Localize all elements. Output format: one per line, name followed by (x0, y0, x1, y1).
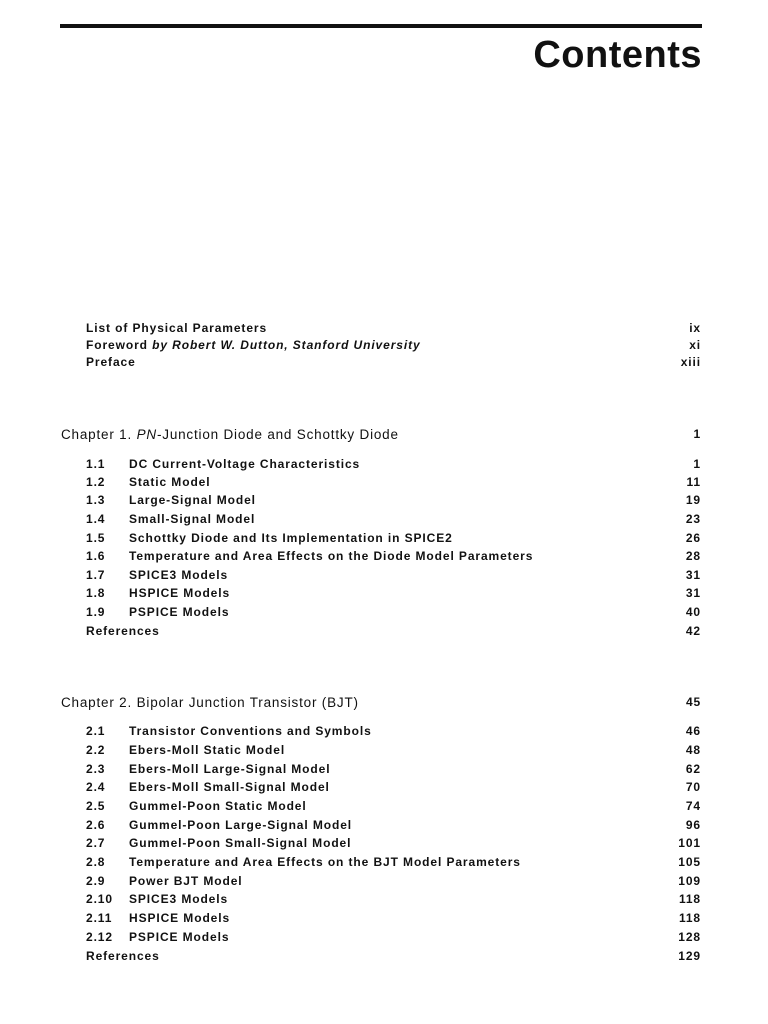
section-title: HSPICE Models (129, 911, 231, 925)
section-page: 70 (685, 780, 701, 794)
references-page: 42 (685, 624, 701, 638)
entry-title: Preface (86, 355, 136, 369)
section-page: 11 (686, 475, 701, 489)
section-page: 128 (678, 930, 701, 944)
toc-section[interactable] (0, 724, 768, 742)
section-page: 118 (678, 892, 701, 906)
section-page: 62 (685, 762, 701, 776)
toc-section[interactable] (0, 855, 768, 873)
section-number: 2.9 (86, 874, 106, 888)
toc-section[interactable] (0, 743, 768, 761)
section-number: 2.11 (86, 911, 113, 925)
section-page: 109 (678, 874, 701, 888)
toc-section[interactable] (0, 568, 768, 586)
toc-section[interactable] (0, 475, 768, 493)
entry-title: List of Physical Parameters (86, 321, 268, 335)
section-title: Temperature and Area Effects on the Diode Model Parameters (129, 549, 534, 563)
section-number: 2.12 (86, 930, 113, 944)
section-number: 1.8 (86, 586, 106, 600)
section-page: 118 (678, 911, 701, 925)
section-number: 2.8 (86, 855, 106, 869)
toc-front-entry[interactable] (0, 321, 768, 339)
chapter-title: Chapter 1. PN-Junction Diode and Schottky Diode (61, 427, 399, 442)
toc-front-entry[interactable] (0, 355, 768, 373)
section-number: 1.9 (86, 605, 106, 619)
section-page: 31 (685, 568, 701, 582)
section-number: 2.7 (86, 836, 106, 850)
section-page: 46 (685, 724, 701, 738)
section-number: 1.6 (86, 549, 106, 563)
toc-references[interactable] (0, 949, 768, 967)
section-number: 2.1 (86, 724, 106, 738)
toc-section[interactable] (0, 549, 768, 567)
entry-page: ix (689, 321, 701, 335)
entry-byline: by Robert W. Dutton, Stanford University (152, 338, 421, 352)
toc-chapter-heading[interactable] (0, 427, 768, 445)
toc-section[interactable] (0, 457, 768, 475)
section-page: 74 (685, 799, 701, 813)
section-title: Static Model (129, 475, 211, 489)
section-number: 2.3 (86, 762, 106, 776)
chapter-title: Chapter 2. Bipolar Junction Transistor (BJT) (61, 695, 359, 710)
references-title: References (86, 949, 160, 963)
toc-chapter-heading[interactable] (0, 695, 768, 713)
toc-section[interactable] (0, 799, 768, 817)
section-title: DC Current-Voltage Characteristics (129, 457, 361, 471)
section-title: Gummel-Poon Small-Signal Model (129, 836, 352, 850)
section-number: 1.1 (86, 457, 106, 471)
section-title: Transistor Conventions and Symbols (129, 724, 372, 738)
toc-section[interactable] (0, 780, 768, 798)
section-number: 2.6 (86, 818, 106, 832)
section-page: 19 (685, 493, 701, 507)
toc-section[interactable] (0, 818, 768, 836)
toc-section[interactable] (0, 605, 768, 623)
chapter-page: 1 (693, 427, 701, 441)
page-title: Contents (533, 34, 702, 76)
toc-section[interactable] (0, 874, 768, 892)
section-title: HSPICE Models (129, 586, 231, 600)
section-title: SPICE3 Models (129, 892, 229, 906)
entry-page: xiii (680, 355, 701, 369)
section-page: 26 (685, 531, 701, 545)
section-page: 48 (685, 743, 701, 757)
toc-references[interactable] (0, 624, 768, 642)
toc-section[interactable] (0, 836, 768, 854)
toc-section[interactable] (0, 762, 768, 780)
references-page: 129 (678, 949, 701, 963)
section-title: Ebers-Moll Small-Signal Model (129, 780, 330, 794)
toc-section[interactable] (0, 586, 768, 604)
section-number: 1.7 (86, 568, 106, 582)
section-title: Temperature and Area Effects on the BJT Model Parameters (129, 855, 521, 869)
entry-page: xi (689, 338, 701, 352)
section-title: Gummel-Poon Large-Signal Model (129, 818, 353, 832)
section-page: 105 (678, 855, 701, 869)
section-page: 96 (685, 818, 701, 832)
chapter-page: 45 (686, 695, 701, 709)
section-title: Small-Signal Model (129, 512, 256, 526)
section-number: 2.10 (86, 892, 113, 906)
references-title: References (86, 624, 160, 638)
toc-section[interactable] (0, 493, 768, 511)
toc-section[interactable] (0, 531, 768, 549)
section-number: 1.3 (86, 493, 106, 507)
section-page: 23 (685, 512, 701, 526)
toc-section[interactable] (0, 930, 768, 948)
section-number: 2.2 (86, 743, 106, 757)
section-title: PSPICE Models (129, 605, 230, 619)
section-title: Ebers-Moll Static Model (129, 743, 286, 757)
section-number: 2.5 (86, 799, 106, 813)
section-page: 28 (685, 549, 701, 563)
section-title: Power BJT Model (129, 874, 243, 888)
section-number: 1.2 (86, 475, 106, 489)
section-number: 1.4 (86, 512, 106, 526)
toc-section[interactable] (0, 892, 768, 910)
toc-front-entry[interactable] (0, 338, 768, 356)
section-page: 31 (685, 586, 701, 600)
section-title: Gummel-Poon Static Model (129, 799, 307, 813)
toc-section[interactable] (0, 911, 768, 929)
toc-section[interactable] (0, 512, 768, 530)
section-number: 2.4 (86, 780, 106, 794)
top-rule (60, 24, 702, 28)
section-number: 1.5 (86, 531, 106, 545)
section-title: Schottky Diode and Its Implementation in SPICE2 (129, 531, 453, 545)
section-page: 1 (693, 457, 701, 471)
section-title: Ebers-Moll Large-Signal Model (129, 762, 331, 776)
section-page: 40 (685, 605, 701, 619)
section-title: SPICE3 Models (129, 568, 229, 582)
section-title: PSPICE Models (129, 930, 230, 944)
entry-title: Foreword by Robert W. Dutton, Stanford University (86, 338, 421, 352)
section-page: 101 (678, 836, 701, 850)
section-title: Large-Signal Model (129, 493, 256, 507)
